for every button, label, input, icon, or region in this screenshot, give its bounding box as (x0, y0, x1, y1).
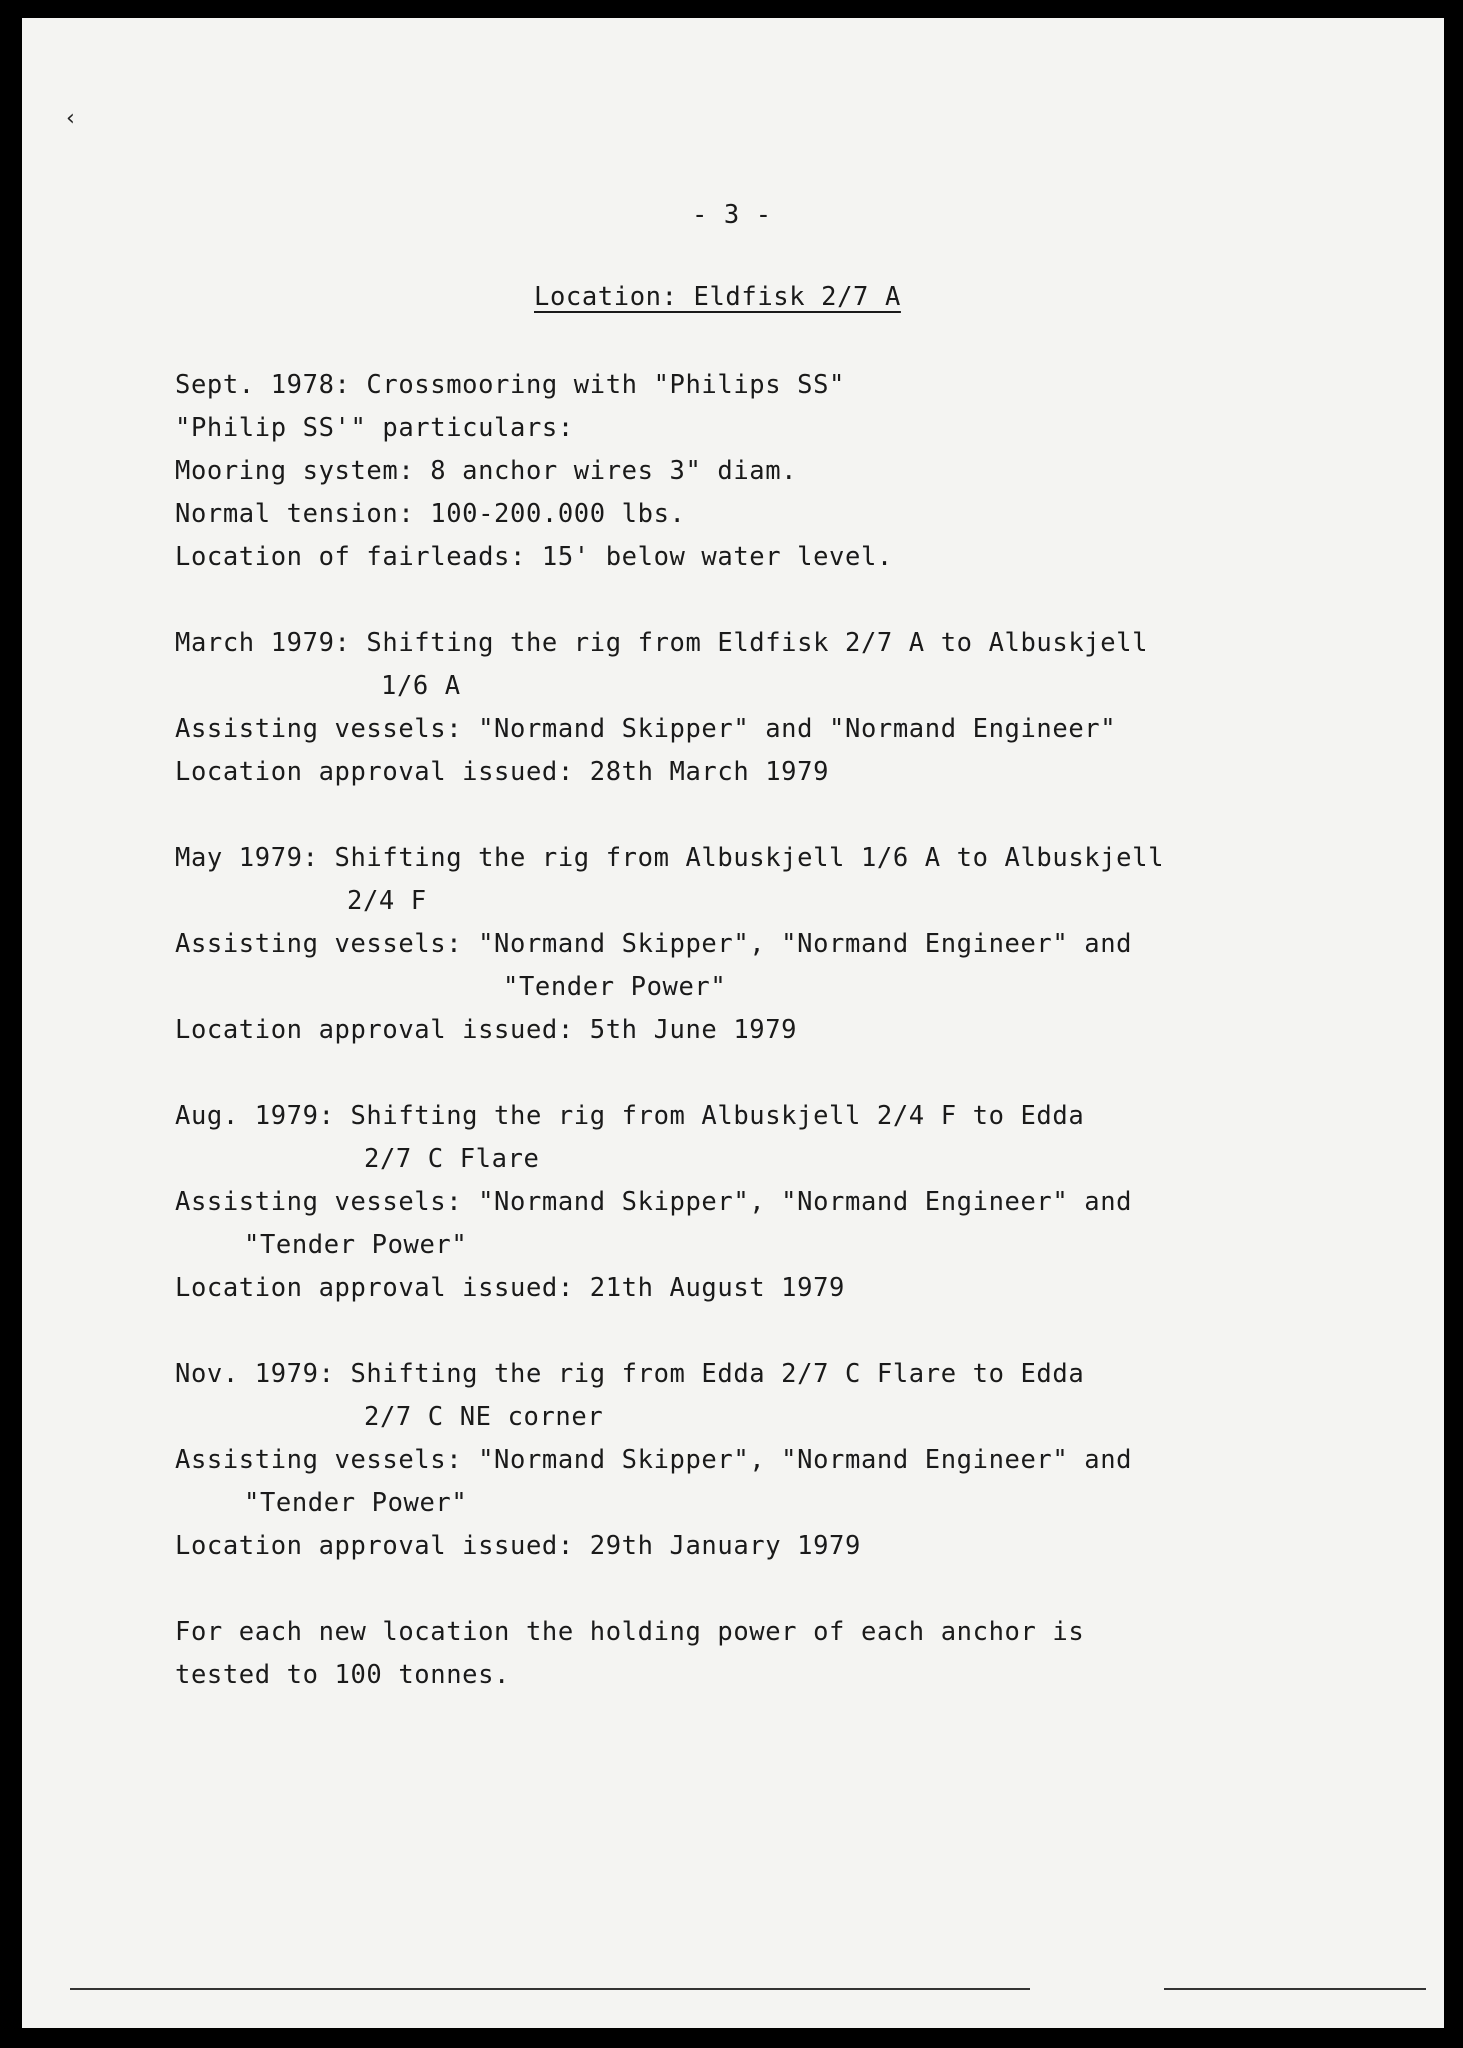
text-line: Normal tension: 100-200.000 lbs. (175, 499, 686, 529)
text-line: "Tender Power" (244, 1488, 468, 1518)
bottom-rule-left (70, 1988, 1030, 1990)
text-line: 2/7 C NE corner (364, 1402, 604, 1432)
text-line: Aug. 1979: Shifting the rig from Albuskjell 2/4 F to Edda (175, 1101, 1085, 1131)
text-line: Assisting vessels: "Normand Skipper", "Normand Engineer" and (175, 1445, 1133, 1475)
text-line: "Tender Power" (244, 1230, 468, 1260)
text-line: Nov. 1979: Shifting the rig from Edda 2/7 C Flare to Edda (175, 1359, 1085, 1389)
text-line: For each new location the holding power of each anchor is (175, 1617, 1085, 1647)
text-line: 2/7 C Flare (364, 1144, 540, 1174)
margin-mark: ‹ (64, 106, 78, 131)
text-line: 1/6 A (381, 671, 461, 701)
text-line: Assisting vessels: "Normand Skipper" and "Normand Engineer" (175, 714, 1117, 744)
bottom-rule-right (1164, 1988, 1426, 1990)
text-line: Location approval issued: 29th January 1979 (175, 1531, 861, 1561)
page-heading: Location: Eldfisk 2/7 A (534, 282, 901, 312)
text-line: May 1979: Shifting the rig from Albuskjell 1/6 A to Albuskjell (175, 843, 1165, 873)
text-line: Assisting vessels: "Normand Skipper", "Normand Engineer" and (175, 1187, 1133, 1217)
text-line: 2/4 F (347, 886, 427, 916)
text-line: Location approval issued: 28th March 1979 (175, 757, 830, 787)
text-line: tested to 100 tonnes. (175, 1660, 510, 1690)
text-line: "Philip SS'" particulars: (175, 413, 574, 443)
text-line: Location approval issued: 21th August 1979 (175, 1273, 845, 1303)
page-number: - 3 - (692, 200, 772, 230)
text-line: March 1979: Shifting the rig from Eldfisk 2/7 A to Albuskjell (175, 628, 1149, 658)
document-page (22, 18, 1444, 2028)
text-line: Assisting vessels: "Normand Skipper", "Normand Engineer" and (175, 929, 1133, 959)
text-line: Mooring system: 8 anchor wires 3" diam. (175, 456, 798, 486)
text-line: "Tender Power" (503, 972, 727, 1002)
text-line: Sept. 1978: Crossmooring with "Philips SS" (175, 370, 845, 400)
text-line: Location approval issued: 5th June 1979 (175, 1015, 798, 1045)
text-line: Location of fairleads: 15' below water level. (175, 542, 893, 572)
